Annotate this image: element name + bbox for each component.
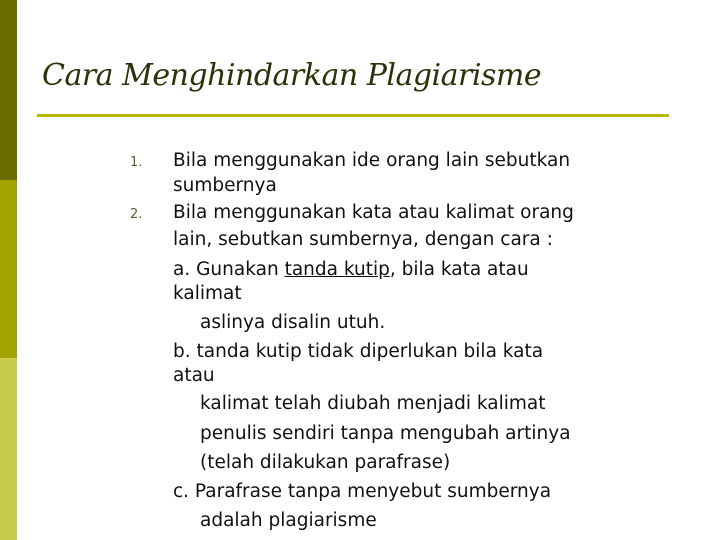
sub-item-b-line-3: kalimat telah diubah menjadi kalimat	[200, 393, 546, 414]
sub-item-c-line-1: c. Parafrase tanpa menyebut sumbernya	[173, 481, 552, 502]
tanda-kutip-underlined: tanda kutip	[284, 259, 390, 280]
sub-item-a-line-2: kalimat	[173, 283, 242, 304]
sub-item-b-line-4: penulis sendiri tanpa mengubah artinya	[200, 423, 571, 444]
list-number-2: 2.	[130, 207, 143, 222]
item-1-line-1: Bila menggunakan ide orang lain sebutkan	[173, 150, 571, 171]
sub-item-c-line-2: adalah plagiarisme	[200, 510, 377, 531]
sub-item-b-line-2: atau	[173, 365, 215, 386]
item-2-line-2: lain, sebutkan sumbernya, dengan cara :	[173, 229, 553, 250]
sub-item-a-line-1	[173, 259, 529, 280]
item-2-line-1: Bila menggunakan kata atau kalimat orang	[173, 202, 574, 223]
sub-item-a-line-3: aslinya disalin utuh.	[200, 312, 386, 333]
sub-item-a-rest: , bila kata atau	[389, 259, 529, 280]
item-1-line-2: sumbernya	[173, 175, 277, 196]
list-number-1: 1.	[130, 155, 143, 170]
slide-title: Cara Menghindarkan Plagiarisme	[42, 58, 542, 93]
sub-item-b-line-1: b. tanda kutip tidak diperlukan bila kata	[173, 341, 544, 362]
sub-item-b-line-5: (telah dilakukan parafrase)	[200, 452, 451, 473]
sub-item-a-lead: a. Gunakan	[173, 259, 285, 280]
